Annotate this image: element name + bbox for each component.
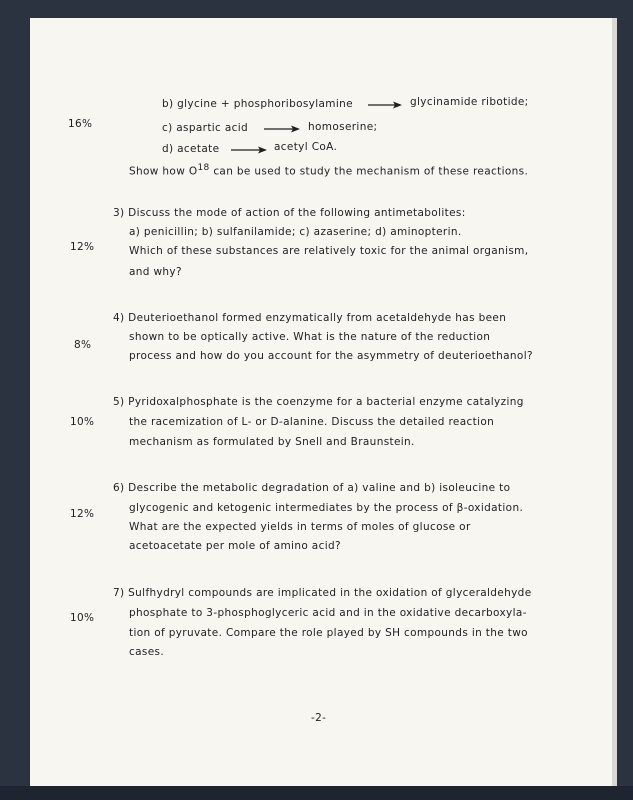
reaction-b-product: glycinamide ribotide; <box>410 96 529 108</box>
scan-border <box>0 786 633 800</box>
question-5-percent: 10% <box>70 416 95 428</box>
question-4-line-1: 4) Deuterioethanol formed enzymatically from acetaldehyde has been <box>113 312 507 324</box>
question-3-line-4: and why? <box>129 266 182 278</box>
question-2-closing <box>129 163 528 178</box>
question-7-line-2: phosphate to 3-phosphoglyceric acid and in the oxidative decarboxyla- <box>129 607 527 619</box>
closing-text-start: Show how O <box>129 165 198 178</box>
question-4-line-2: shown to be optically active. What is the nature of the reduction <box>129 331 491 343</box>
reaction-arrow-icon <box>264 124 300 134</box>
question-6-line-3: What are the expected yields in terms of moles of glucose or <box>129 521 471 533</box>
question-6-line-4: acetoacetate per mole of amino acid? <box>129 540 341 552</box>
question-5-line-2: the racemization of L- or D-alanine. Discuss the detailed reaction <box>129 416 495 428</box>
reaction-d-reactant: d) acetate <box>162 143 220 155</box>
question-6-line-1: 6) Describe the metabolic degradation of a) valine and b) isoleucine to <box>113 482 511 494</box>
reaction-arrow-icon <box>368 100 402 110</box>
question-7-line-1: 7) Sulfhydryl compounds are implicated in the oxidation of glyceraldehyde <box>113 587 532 599</box>
question-3-line-3: Which of these substances are relatively toxic for the animal organism, <box>129 245 529 257</box>
question-6-percent: 12% <box>70 508 95 520</box>
question-7-line-3: tion of pyruvate. Compare the role played by SH compounds in the two <box>129 627 528 639</box>
question-5-line-3: mechanism as formulated by Snell and Braunstein. <box>129 436 415 448</box>
question-7-percent: 10% <box>70 612 95 624</box>
question-3-percent: 12% <box>70 241 95 253</box>
question-3-line-2: a) penicillin; b) sulfanilamide; c) azaserine; d) aminopterin. <box>129 226 462 238</box>
isotope-superscript: 18 <box>197 163 210 173</box>
reaction-d-product: acetyl CoA. <box>274 141 338 153</box>
question-6-line-2: glycogenic and ketogenic intermediates by the process of β-oxidation. <box>129 502 524 514</box>
question-4-line-3: process and how do you account for the asymmetry of deuterioethanol? <box>129 350 533 362</box>
closing-text-end: can be used to study the mechanism of these reactions. <box>213 165 529 178</box>
question-7-line-4: cases. <box>129 646 165 658</box>
question-4-percent: 8% <box>74 339 92 351</box>
page-edge-shadow <box>612 18 617 786</box>
question-2-percent: 16% <box>68 118 93 130</box>
reaction-arrow-icon <box>231 145 267 155</box>
question-5-line-1: 5) Pyridoxalphosphate is the coenzyme for a bacterial enzyme catalyzing <box>113 396 524 408</box>
question-3-line-1: 3) Discuss the mode of action of the following antimetabolites: <box>113 207 466 219</box>
reaction-c-product: homoserine; <box>308 121 378 133</box>
reaction-c-reactant: c) aspartic acid <box>162 122 249 134</box>
page-number: -2- <box>311 712 327 724</box>
reaction-b-reactants: b) glycine + phosphoribosylamine <box>162 98 353 110</box>
